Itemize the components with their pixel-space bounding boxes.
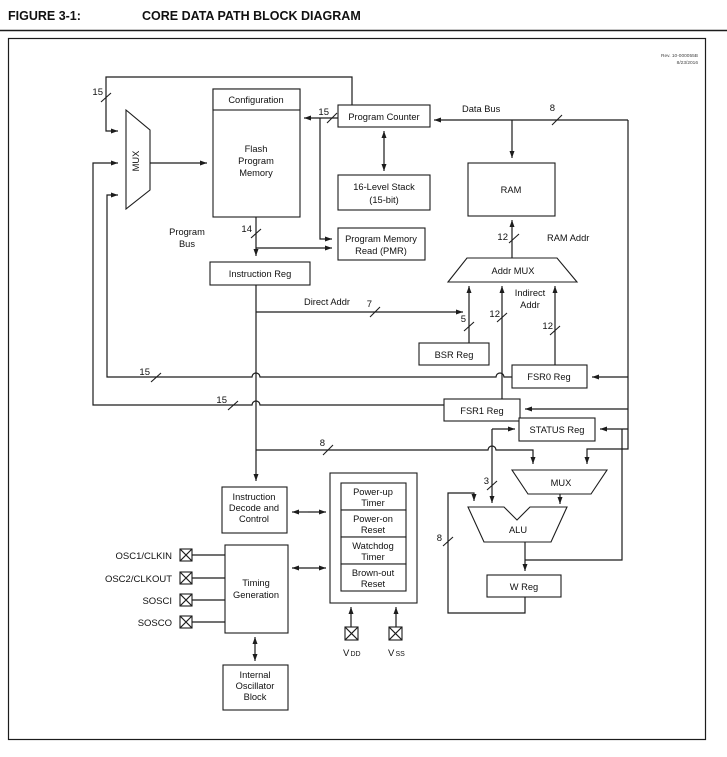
pin-icon-osc1: [180, 549, 192, 561]
width-data-bus: 8: [549, 103, 555, 114]
block-stack: [338, 175, 430, 210]
addr-mux-label: Addr MUX: [491, 266, 535, 276]
pin-icon-osc2: [180, 572, 192, 584]
power-up-timer-label-1: Power-up: [353, 487, 393, 497]
block-reset-timers: [330, 473, 417, 603]
ram-label: RAM: [500, 185, 522, 195]
width-flash-ir: 14: [241, 224, 252, 235]
label-direct-addr: Direct Addr: [304, 297, 350, 307]
block-program-address-mux: [126, 110, 150, 209]
pin-icon-vdd: [345, 627, 358, 640]
osc2-pin-label: OSC2/CLKOUT: [104, 574, 172, 585]
width-fsr0-addrmux: 12: [542, 321, 553, 332]
left-mux-label: MUX: [131, 150, 141, 172]
timing-label-1: Timing: [242, 578, 270, 588]
vdd-pin-label: V: [343, 648, 350, 659]
bsr-label: BSR Reg: [434, 350, 474, 360]
width-status-alu: 3: [483, 476, 489, 487]
alu-label: ALU: [508, 525, 528, 535]
sosco-pin-label: SOSCO: [137, 618, 172, 629]
label-data-bus: Data Bus: [462, 104, 501, 114]
power-up-timer-label-2: Timer: [361, 498, 385, 508]
pmr-label-2: Read (PMR): [355, 246, 407, 256]
blocks: [126, 89, 607, 710]
pin-icon-sosco: [180, 616, 192, 628]
rev-note-line1: Rev. 10-000055B: [661, 54, 698, 59]
width-wreg-alu: 8: [436, 533, 442, 544]
label-program-bus-1: Program: [169, 227, 205, 237]
stack-label-2: (15-bit): [369, 195, 399, 205]
pin-icon-sosci: [180, 594, 192, 606]
block-fsr0-reg: [512, 365, 587, 388]
label-indirect-addr-1: Indirect: [514, 288, 546, 298]
fsr0-label: FSR0 Reg: [527, 372, 571, 382]
flash-label-3: Memory: [239, 168, 273, 178]
wire-pcaddr-to-pmr: [320, 118, 332, 239]
width-fsr0-mux: 15: [139, 367, 150, 378]
timing-label-2: Generation: [233, 590, 279, 600]
width-fsr1-mux: 15: [216, 395, 227, 406]
idc-label-2: Decode and: [228, 503, 280, 513]
power-on-reset-label-1: Power-on: [353, 514, 393, 524]
block-flash-program-memory: [213, 89, 300, 217]
figure-title: CORE DATA PATH BLOCK DIAGRAM: [142, 9, 361, 23]
brown-out-reset-label-2: Reset: [360, 579, 386, 589]
label-ram-addr: RAM Addr: [547, 233, 590, 243]
pmr-label-1: Program Memory: [345, 234, 417, 244]
idc-label-3: Control: [239, 514, 269, 524]
width-literal: 8: [319, 438, 325, 449]
status-label: STATUS Reg: [529, 425, 585, 435]
tick-addrmux-ram: [509, 234, 519, 243]
block-addr-mux: [448, 258, 577, 282]
label-indirect-addr-2: Addr: [520, 300, 540, 310]
rev-note-line2: 8/23/2016: [676, 61, 698, 66]
fsr1-label: FSR1 Reg: [460, 406, 504, 416]
block-ram: [468, 163, 555, 216]
iob-label-3: Block: [243, 692, 267, 702]
idc-label-1: Instruction: [232, 492, 276, 502]
block-alu: [468, 507, 567, 542]
width-bsr: 5: [460, 314, 466, 325]
vss-pin-label-sub: SS: [395, 651, 405, 658]
figure-number: FIGURE 3-1:: [8, 9, 81, 23]
osc1-pin-label: OSC1/CLKIN: [115, 551, 172, 562]
label-program-bus-2: Bus: [178, 239, 196, 249]
width-direct: 7: [366, 299, 372, 310]
block-status-reg: [519, 418, 595, 441]
width-pc-flash: 15: [318, 107, 329, 118]
iob-label-2: Oscillator: [235, 681, 275, 691]
watchdog-timer-label-1: Watchdog: [352, 541, 394, 551]
vdd-pin-label-sub: DD: [350, 651, 361, 658]
block-fsr1-reg: [444, 399, 520, 421]
vss-pin-label: V: [388, 648, 395, 659]
brown-out-reset-label-1: Brown-out: [351, 568, 395, 578]
instruction-reg-label: Instruction Reg: [228, 269, 292, 279]
block-timing-generation: [225, 545, 288, 633]
wire-databus-to-rightmux: [587, 120, 628, 464]
bus-width-numbers: [92, 87, 555, 544]
block-instruction-reg: [210, 262, 310, 285]
width-indirect: 12: [489, 309, 500, 320]
stack-label-1: 16-Level Stack: [353, 182, 415, 192]
iob-label-1: Internal: [239, 670, 271, 680]
width-addrmux-ram: 12: [497, 232, 508, 243]
block-bsr-reg: [419, 343, 489, 365]
right-mux-label: MUX: [550, 478, 572, 488]
sosci-pin-label: SOSCI: [142, 596, 172, 607]
flash-label-1: Flash: [244, 144, 268, 154]
width-pc-mux: 15: [92, 87, 103, 98]
block-instruction-decode-control: [222, 487, 287, 533]
timing-box: [225, 545, 288, 633]
watchdog-timer-label-2: Timer: [361, 552, 385, 562]
block-program-counter: [338, 105, 430, 127]
block-internal-oscillator: [223, 665, 288, 710]
program-counter-label: Program Counter: [348, 112, 420, 122]
block-w-reg: [487, 575, 561, 597]
configuration-label: Configuration: [228, 95, 284, 105]
block-program-memory-read: [338, 228, 425, 260]
block-alu-input-mux: [512, 470, 607, 494]
power-on-reset-label-2: Reset: [360, 525, 386, 535]
w-reg-label: W Reg: [509, 582, 539, 592]
flash-label-2: Program: [238, 156, 274, 166]
pin-icon-vss: [389, 627, 402, 640]
